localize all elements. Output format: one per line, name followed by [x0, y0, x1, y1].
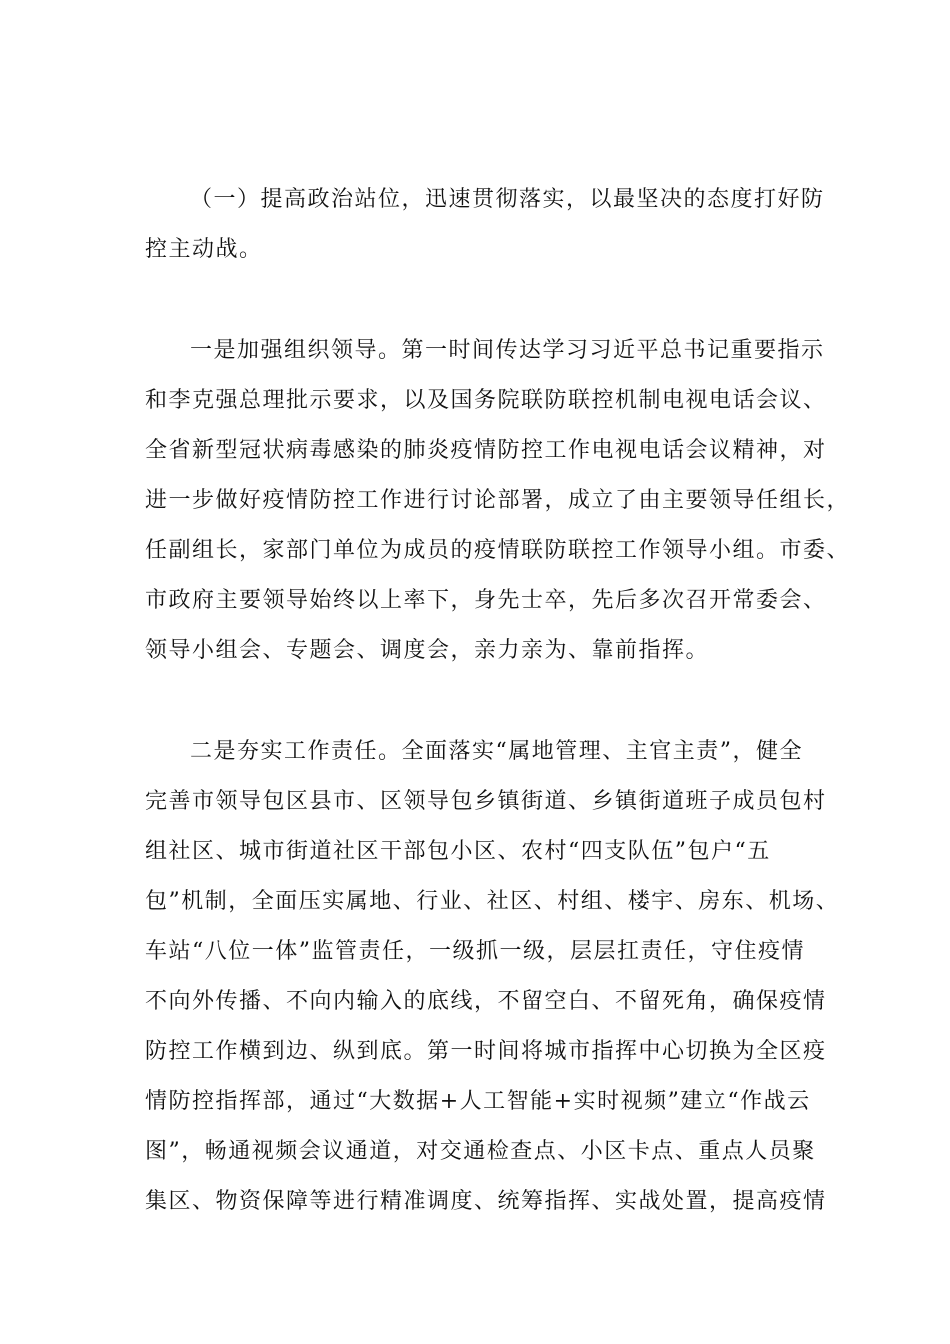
- section-heading-line-1: （一）提高政治站位，迅速贯彻落实，以最坚决的态度打好防: [190, 187, 825, 212]
- paragraph-1-line-3: 全省新型冠状病毒感染的肺炎疫情防控工作电视电话会议精神，对: [145, 438, 827, 463]
- paragraph-2-line-5: 车站“八位一体”监管责任，一级抓一级，层层扛责任，守住疫情: [145, 939, 805, 964]
- paragraph-1-line-5: 任副组长，家部门单位为成员的疫情联防联控工作领导小组。市委、: [145, 538, 851, 563]
- paragraph-1-line-6: 市政府主要领导始终以上率下，身先士卒，先后多次召开常委会、: [145, 588, 827, 613]
- paragraph-2-line-3: 组社区、城市街道社区干部包小区、农村“四支队伍”包户“五: [145, 839, 771, 864]
- paragraph-2-line-7: 防控工作横到边、纵到底。第一时间将城市指挥中心切换为全区疫: [145, 1039, 827, 1064]
- section-heading-line-2: 控主动战。: [145, 237, 263, 262]
- paragraph-2-line-2: 完善市领导包区县市、区领导包乡镇街道、乡镇街道班子成员包村: [145, 789, 827, 814]
- paragraph-2-line-10: 集区、物资保障等进行精准调度、统筹指挥、实战处置，提高疫情: [145, 1189, 827, 1214]
- paragraph-2-line-8: 情防控指挥部，通过“大数据+人工智能+实时视频”建立“作战云: [145, 1089, 811, 1114]
- paragraph-2-line-6: 不向外传播、不向内输入的底线，不留空白、不留死角，确保疫情: [145, 989, 827, 1014]
- paragraph-2-line-9: 图”，畅通视频会议通道，对交通检查点、小区卡点、重点人员聚: [145, 1139, 816, 1164]
- paragraph-1-line-2: 和李克强总理批示要求，以及国务院联防联控机制电视电话会议、: [145, 388, 827, 413]
- paragraph-2-line-4: 包”机制，全面压实属地、行业、社区、村组、楼宇、房东、机场、: [145, 889, 840, 914]
- paragraph-1-line-1: 一是加强组织领导。第一时间传达学习习近平总书记重要指示: [190, 338, 825, 363]
- paragraph-1-line-4: 进一步做好疫情防控工作进行讨论部署，成立了由主要领导任组长，: [145, 488, 851, 513]
- paragraph-2-line-1: 二是夯实工作责任。全面落实“属地管理、主官主责”，健全: [190, 739, 803, 764]
- paragraph-1-line-7: 领导小组会、专题会、调度会，亲力亲为、靠前指挥。: [145, 638, 710, 663]
